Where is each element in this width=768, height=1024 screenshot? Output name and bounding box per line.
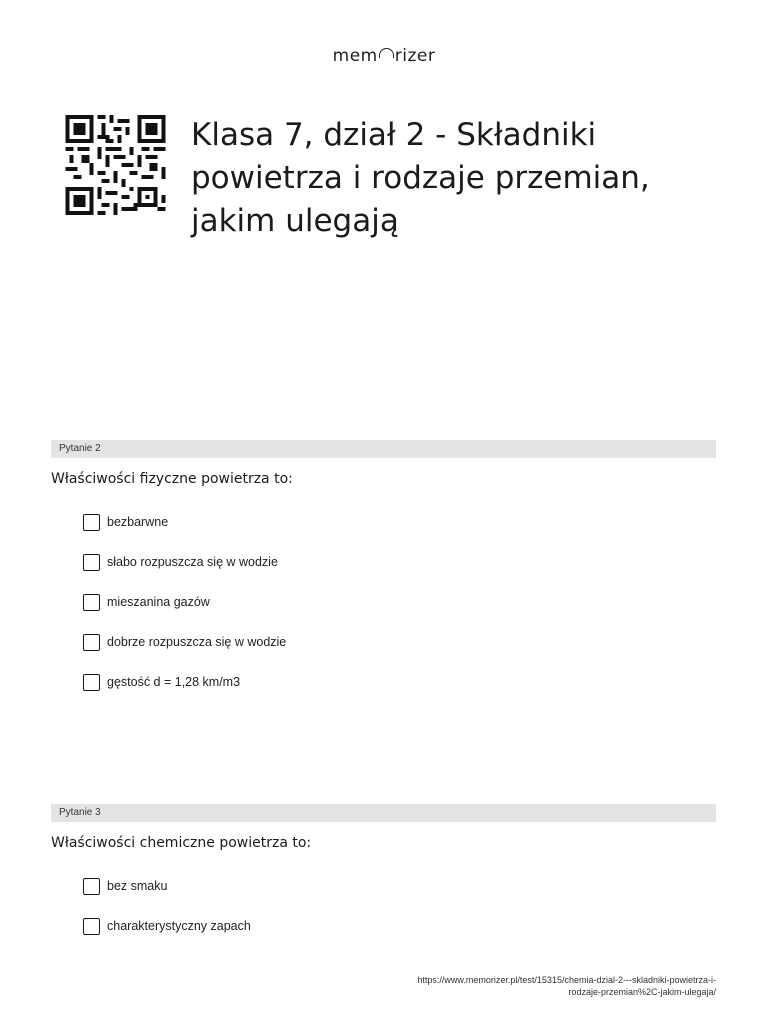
checkbox[interactable] [83,918,100,935]
memorizer-logo [0,46,768,66]
checkbox[interactable] [83,594,100,611]
logo-text-right: rizer [394,46,436,66]
answer-label: gęstość d = 1,28 km/m3 [107,675,241,689]
checkbox[interactable] [83,554,100,571]
logo-arc-icon [379,48,394,58]
answer-label: bezbarwne [107,515,169,529]
checkbox[interactable] [83,674,100,691]
logo-text-left: mem [332,46,378,66]
footer-url-line: https://www.memorizer.pl/test/15315/chemia-dzial-2---skladniki-powietrza-i- [417,975,716,985]
question-text: Właściwości fizyczne powietrza to: [51,471,293,487]
question-number: Pytanie 3 [59,807,101,818]
checkbox[interactable] [83,514,100,531]
page-title: Klasa 7, dział 2 - Składniki powietrza i rodzaje przemian, jakim ulegają [191,117,650,239]
question-header [51,804,716,822]
question-number: Pytanie 2 [59,443,101,454]
answer-label: słabo rozpuszcza się w wodzie [107,555,278,569]
checkbox[interactable] [83,634,100,651]
footer-url-line: rodzaje-przemian%2C-jakim-ulegaja/ [568,987,716,997]
answer-label: dobrze rozpuszcza się w wodzie [107,635,287,649]
question-header [51,440,716,458]
answer-label: charakterystyczny zapach [107,919,251,933]
checkbox[interactable] [83,878,100,895]
qr-code-icon [63,115,168,215]
answer-label: mieszanina gazów [107,595,210,609]
answer-label: bez smaku [107,879,168,893]
question-text: Właściwości chemiczne powietrza to: [51,835,312,851]
footer-url[interactable] [296,974,716,998]
